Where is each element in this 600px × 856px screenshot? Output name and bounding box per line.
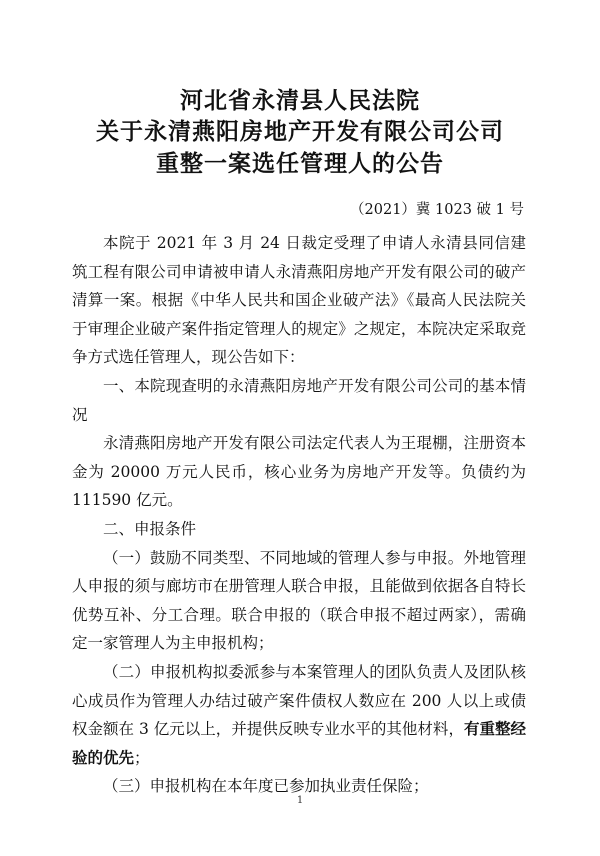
- condition-item-2: [72, 658, 526, 772]
- section-heading-conditions: 二、申报条件: [103, 519, 197, 538]
- paragraph-company-info: 永清燕阳房地产开发有限公司法定代表人为王琨棚，注册资本金为 20000 万元人民币，核心业务为房地产开发等。负债约为 111590 亿元。: [72, 434, 526, 510]
- paragraph-intro: 本院于 2021 年 3 月 24 日裁定受理了申请人永清县同信建筑工程有限公司申请被申请人永清燕阳房地产开发有限公司的破产清算一案。根据《中华人民共和国企业破产法》《最高人民法院关于审理企业破产案件指定管理人的规定》之规定，本院决定采取竞争方式选任管理人，现公告如下：: [72, 234, 526, 367]
- condition-item-1: （一）鼓励不同类型、不同地域的管理人参与申报。外地管理人申报的须与廊坊市在册管理人联合申报，且能做到依据各自特长优势互补、分工合理。联合申报的（联合申报不超过两家），需确定一家管理人为主申报机构；: [72, 548, 526, 653]
- title-company-line: 关于永清燕阳房地产开发有限公司公司: [96, 119, 504, 145]
- title-court-name: 河北省永清县人民法院: [180, 88, 420, 114]
- case-number: （2021）冀 1023 破 1 号: [350, 202, 524, 218]
- condition-item-2-emphasis: 有重整经验的优先: [72, 720, 526, 767]
- condition-item-3: （三）申报机构在本年度已参加执业责任保险；: [103, 777, 429, 796]
- section-heading-basic-info: 一、本院现查明的永清燕阳房地产开发有限公司公司的基本情况: [72, 376, 526, 424]
- document-body: [72, 229, 526, 801]
- condition-item-2-tail: ；: [134, 748, 150, 767]
- page-number: 1: [296, 795, 304, 806]
- title-notice-subject: 重整一案选任管理人的公告: [156, 151, 444, 177]
- condition-item-2-text: （二）申报机构拟委派参与本案管理人的团队负责人及团队核心成员作为管理人办结过破产案件债权人数应在 200 人以上或债权金额在 3 亿元以上，并提供反映专业水平的其他材料，: [72, 662, 526, 739]
